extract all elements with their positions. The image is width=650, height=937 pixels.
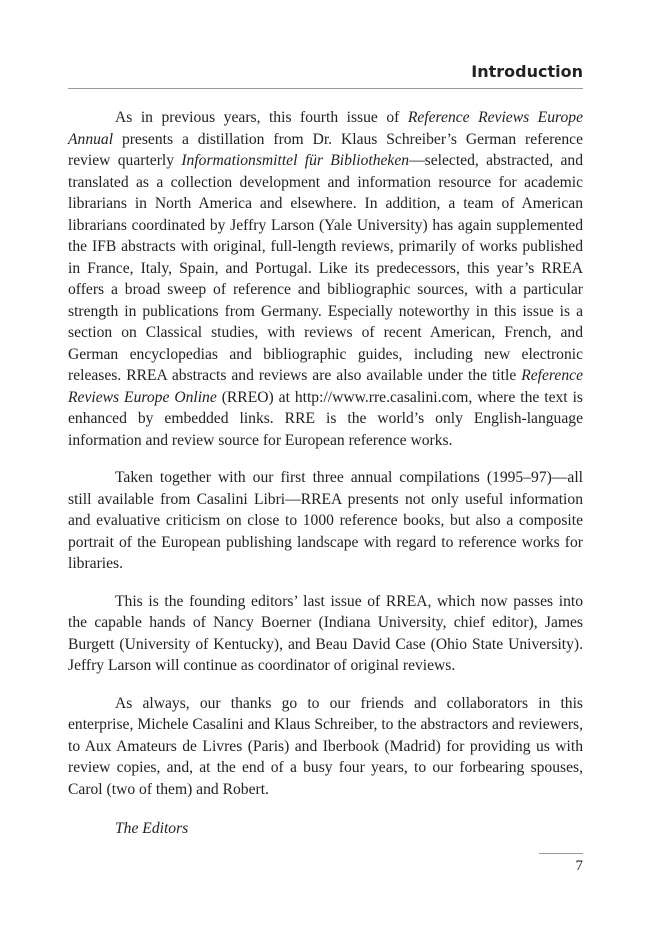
header-rule <box>68 88 583 89</box>
paragraph-4 <box>68 693 583 801</box>
paragraph-3 <box>68 591 583 677</box>
paragraph-3-text: This is the founding editors’ last issue of RREA, which now passes into the capable hands of Nancy Boerner (Indiana University, chief editor), James Burgett (University of Kentucky), and Beau David Case (Ohio State University). Jeffry Larson will continue as coordinator of original reviews. <box>68 592 583 674</box>
page-number: 7 <box>575 858 583 874</box>
paragraph-2-text: Taken together with our first three annual compilations (1995–97)—all still available from Casalini Libri—RREA presents not only useful information and evaluative criticism on close to 1000 reference books, but also a composite portrait of the European publishing landscape with regard to reference works for libraries. <box>68 469 583 572</box>
paragraph-1-text: —selected, abstracted, and translated as a collection development and information resource for academic librarians in North America and elsewhere. In addition, a team of American librarians coordinated by Jeffry Larson (Yale University) has again supplemented the IFB abstracts with original, full-length reviews, primarily of works published in France, Italy, Spain, and Portugal. Like its predecessors, this year’s RREA offers a broad sweep of reference and bibliographic sources, with a particular strength in publications from Germany. Especially noteworthy in this issue is a section on Classical studies, with reviews of recent American, French, and German encyclopedias and bibliographic guides, including new electronic releases. RREA abstracts and reviews are also available under the title <box>68 152 584 384</box>
running-header-title: Introduction <box>471 62 583 81</box>
paragraph-1 <box>68 107 583 451</box>
journal-title-rreo: Reference Reviews Europe Online <box>68 367 583 406</box>
footer-rule <box>539 853 583 854</box>
paragraph-4-text: As always, our thanks go to our friends and collaborators in this enterprise, Michele Casalini and Klaus Schreiber, to the abstractors and reviewers, to Aux Amateurs de Livres (Paris) and Iberbook (Madrid) for providing us with review copies, and, at the end of a busy four years, to our forbearing spouses, Carol (two of them) and Robert. <box>68 694 583 798</box>
signature: The Editors <box>115 820 189 837</box>
paragraph-1-text: presents a distillation from Dr. Klaus Schreiber’s German reference review quarterly <box>68 130 583 169</box>
paragraph-2 <box>68 467 583 575</box>
paragraph-1-text: As in previous years, this fourth issue of <box>115 109 408 126</box>
paragraph-1-text: (RREO) at http://www.rre.casalini.com, where the text is enhanced by embedded links. RRE is the world’s only English-language information and review source for European reference works. <box>68 388 583 449</box>
journal-title-rrea: Reference Reviews Europe Annual <box>68 109 584 148</box>
journal-title-ifb: Informationsmittel für Bibliotheken <box>181 152 410 169</box>
body-text <box>68 107 583 856</box>
